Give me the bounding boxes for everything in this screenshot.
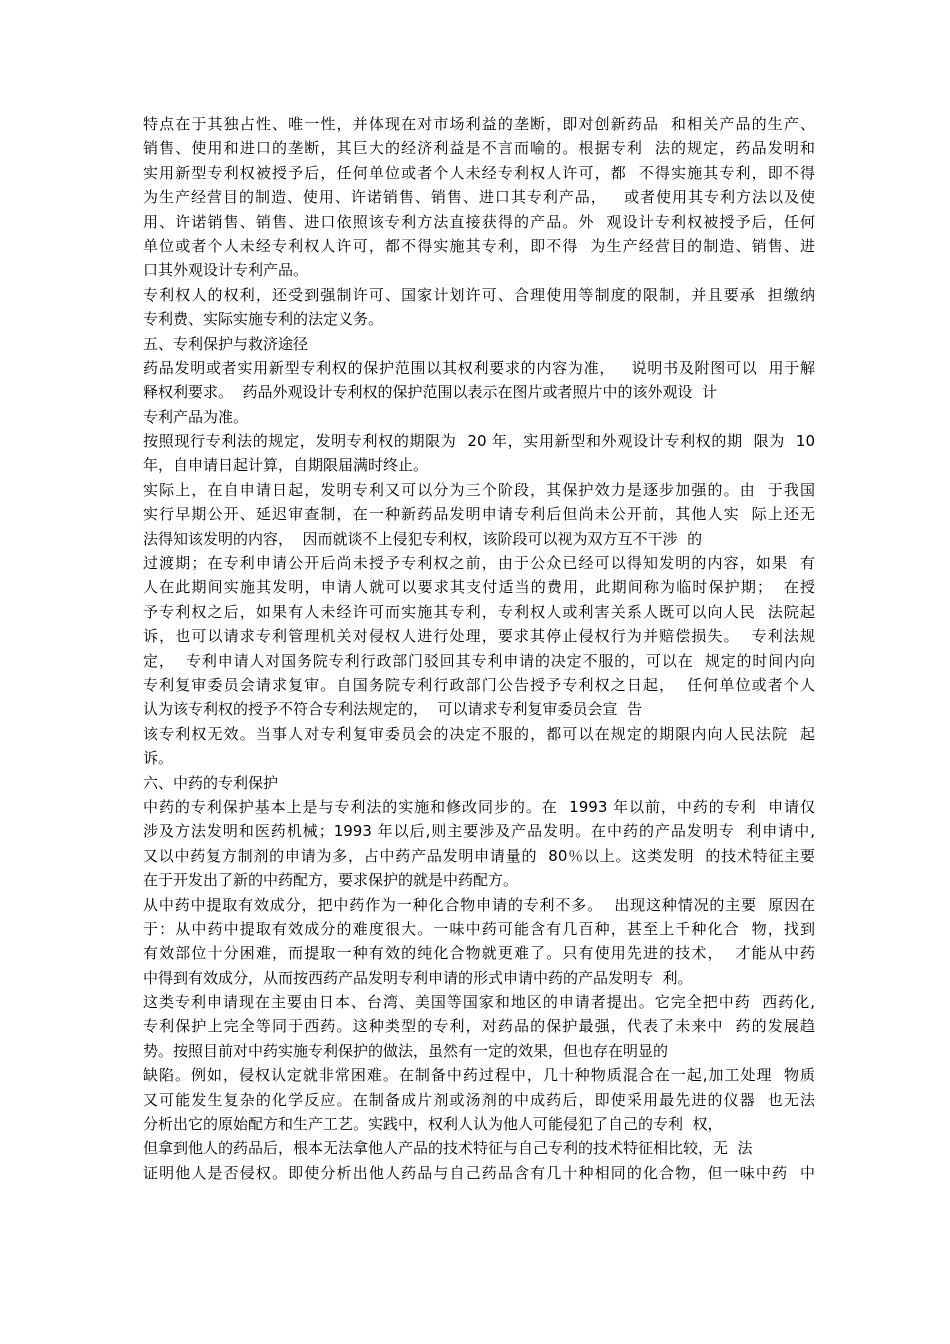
text-line: 五、专利保护与救济途径 (143, 334, 309, 353)
text-line: 分析出它的原始配方和生产工艺。实践中，权利人认为他人可能侵犯了自己的专利 权， (143, 1115, 723, 1134)
text-line: 缺陷。例如，侵权认定就非常困难。在制备中药过程中，几十种物质混合在一起,加工处理 物质 (143, 1066, 815, 1085)
text-line: 势。按照目前对中药实施专利保护的做法，虽然有一定的效果，但也存在明显的 (143, 1041, 669, 1060)
text-line: 用、许诺销售、销售、进口依照该专利方法直接获得的产品。外 观设计专利权被授予后，任何 (143, 212, 815, 231)
text-line: 单位或者个人未经专利权人许可，都不得实施其专利，即不得 为生产经营目的制造、销售、进 (143, 236, 815, 255)
text-line: 实行早期公开、延迟审查制，在一种新药品发明申请专利后但尚未公开前，其他人实 际上还无 (143, 505, 815, 524)
text-line: 定， 专利申请人对国务院专利行政部门驳回其专利申请的决定不服的，可以在 规定的时间内向 (143, 651, 815, 670)
text-line: 中得到有效成分，从而按西药产品发明专利申请的形式申请中药的产品发明专 利。 (143, 968, 693, 987)
text-line: 药品发明或者实用新型专利权的保护范围以其权利要求的内容为准， 说明书及附图可以 用于解 (143, 358, 815, 377)
text-line: 实用新型专利权被授予后，任何单位或者个人未经专利权人许可，都 不得实施其专利，即不得 (143, 163, 815, 182)
text-line: 该专利权无效。当事人对专利复审委员会的决定不服的，都可以在规定的期限内向人民法院 起 (143, 724, 815, 743)
text-line: 诉，也可以请求专利管理机关对侵权人进行处理，要求其停止侵权行为并赔偿损失。 专利法规 (143, 627, 815, 646)
text-line: 销售、使用和进口的垄断，其巨大的经济利益是不言而喻的。根据专利 法的规定，药品发明和 (143, 139, 815, 158)
text-line: 从中药中提取有效成分，把中药作为一种化合物申请的专利不多。 出现这种情况的主要 原因在 (143, 895, 815, 914)
document-body-text (143, 112, 815, 1185)
text-line: 专利产品为准。 (143, 407, 249, 426)
text-line: 这类专利申请现在主要由日本、台湾、美国等国家和地区的申请者提出。它完全把中药 西药化, (143, 993, 815, 1012)
text-line: 过渡期；在专利申请公开后尚未授予专利权之前，由于公众已经可以得知发明的内容，如果 有 (143, 554, 815, 573)
text-line: 专利权人的权利，还受到强制许可、国家计划许可、合理使用等制度的限制，并且要承 担缴纳 (143, 285, 815, 304)
text-line: 又以中药复方制剂的申请为多，占中药产品发明申请量的 80％以上。这类发明 的技术特征主要 (143, 846, 815, 865)
text-line: 特点在于其独占性、唯一性，并体现在对市场利益的垄断，即对创新药品 和相关产品的生产、 (143, 115, 815, 133)
text-line: 专利费、实际实施专利的法定义务。 (143, 310, 384, 329)
text-line: 证明他人是否侵权。即使分析出他人药品与自己药品含有几十种相同的化合物，但一味中药 中 (143, 1163, 815, 1182)
text-line: 予专利权之后，如果有人未经许可而实施其专利，专利权人或利害关系人既可以向人民 法院起 (143, 602, 815, 621)
text-line: 口其外观设计专利产品。 (143, 261, 309, 280)
text-line: 又可能发生复杂的化学反应。在制备成片剂或汤剂的中成药后，即使采用最先进的仪器 也无法 (143, 1090, 815, 1109)
text-line: 专利复审委员会请求复审。自国务院专利行政部门公告授予专利权之日起， 任何单位或者个人 (143, 675, 815, 694)
text-line: 但拿到他人的药品后，根本无法拿他人产品的技术特征与自己专利的技术特征相比较，无 法 (143, 1139, 753, 1158)
text-line: 释权利要求。 药品外观设计专利权的保护范围以表示在图片或者照片中的该外观设 计 (143, 383, 718, 402)
text-line: 有效部位十分困难，而提取一种有效的纯化合物就更难了。只有使用先进的技术， 才能从中药 (143, 944, 815, 963)
text-line: 六、中药的专利保护 (143, 773, 279, 792)
text-line: 于：从中药中提取有效成分的难度很大。一味中药可能含有几百种，甚至上千种化合 物，找到 (143, 919, 815, 938)
text-line: 按照现行专利法的规定，发明专利权的期限为 20 年，实用新型和外观设计专利权的期 限为 10 (143, 432, 815, 451)
text-line: 在于开发出了新的中药配方，要求保护的就是中药配方。 (143, 871, 519, 890)
text-line: 年，自申请日起计算，自期限届满时终止。 (143, 456, 429, 475)
text-line: 为生产经营目的制造、使用、许诺销售、销售、进口其专利产品， 或者使用其专利方法以及使 (143, 188, 815, 207)
text-line: 实际上，在自申请日起，发明专利又可以分为三个阶段，其保护效力是逐步加强的。由 于我国 (143, 480, 815, 499)
text-line: 中药的专利保护基本上是与专利法的实施和修改同步的。在 1993 年以前，中药的专利 申请仅 (143, 797, 815, 816)
text-line: 认为该专利权的授予不符合专利法规定的， 可以请求专利复审委员会宣 告 (143, 700, 643, 719)
text-line: 专利保护上完全等同于西药。这种类型的专利，对药品的保护最强，代表了未来中 药的发展趋 (143, 1017, 815, 1036)
text-line: 法得知该发明的内容， 因而就谈不上侵犯专利权，该阶段可以视为双方互不干涉 的 (143, 529, 703, 548)
text-line: 人在此期间实施其发明，申请人就可以要求其支付适当的费用，此期间称为临时保护期； 在授 (143, 578, 815, 597)
text-line: 诉。 (143, 749, 174, 768)
text-line: 涉及方法发明和医药机械；1993 年以后,则主要涉及产品发明。在中药的产品发明专 利申请中, (143, 822, 815, 841)
